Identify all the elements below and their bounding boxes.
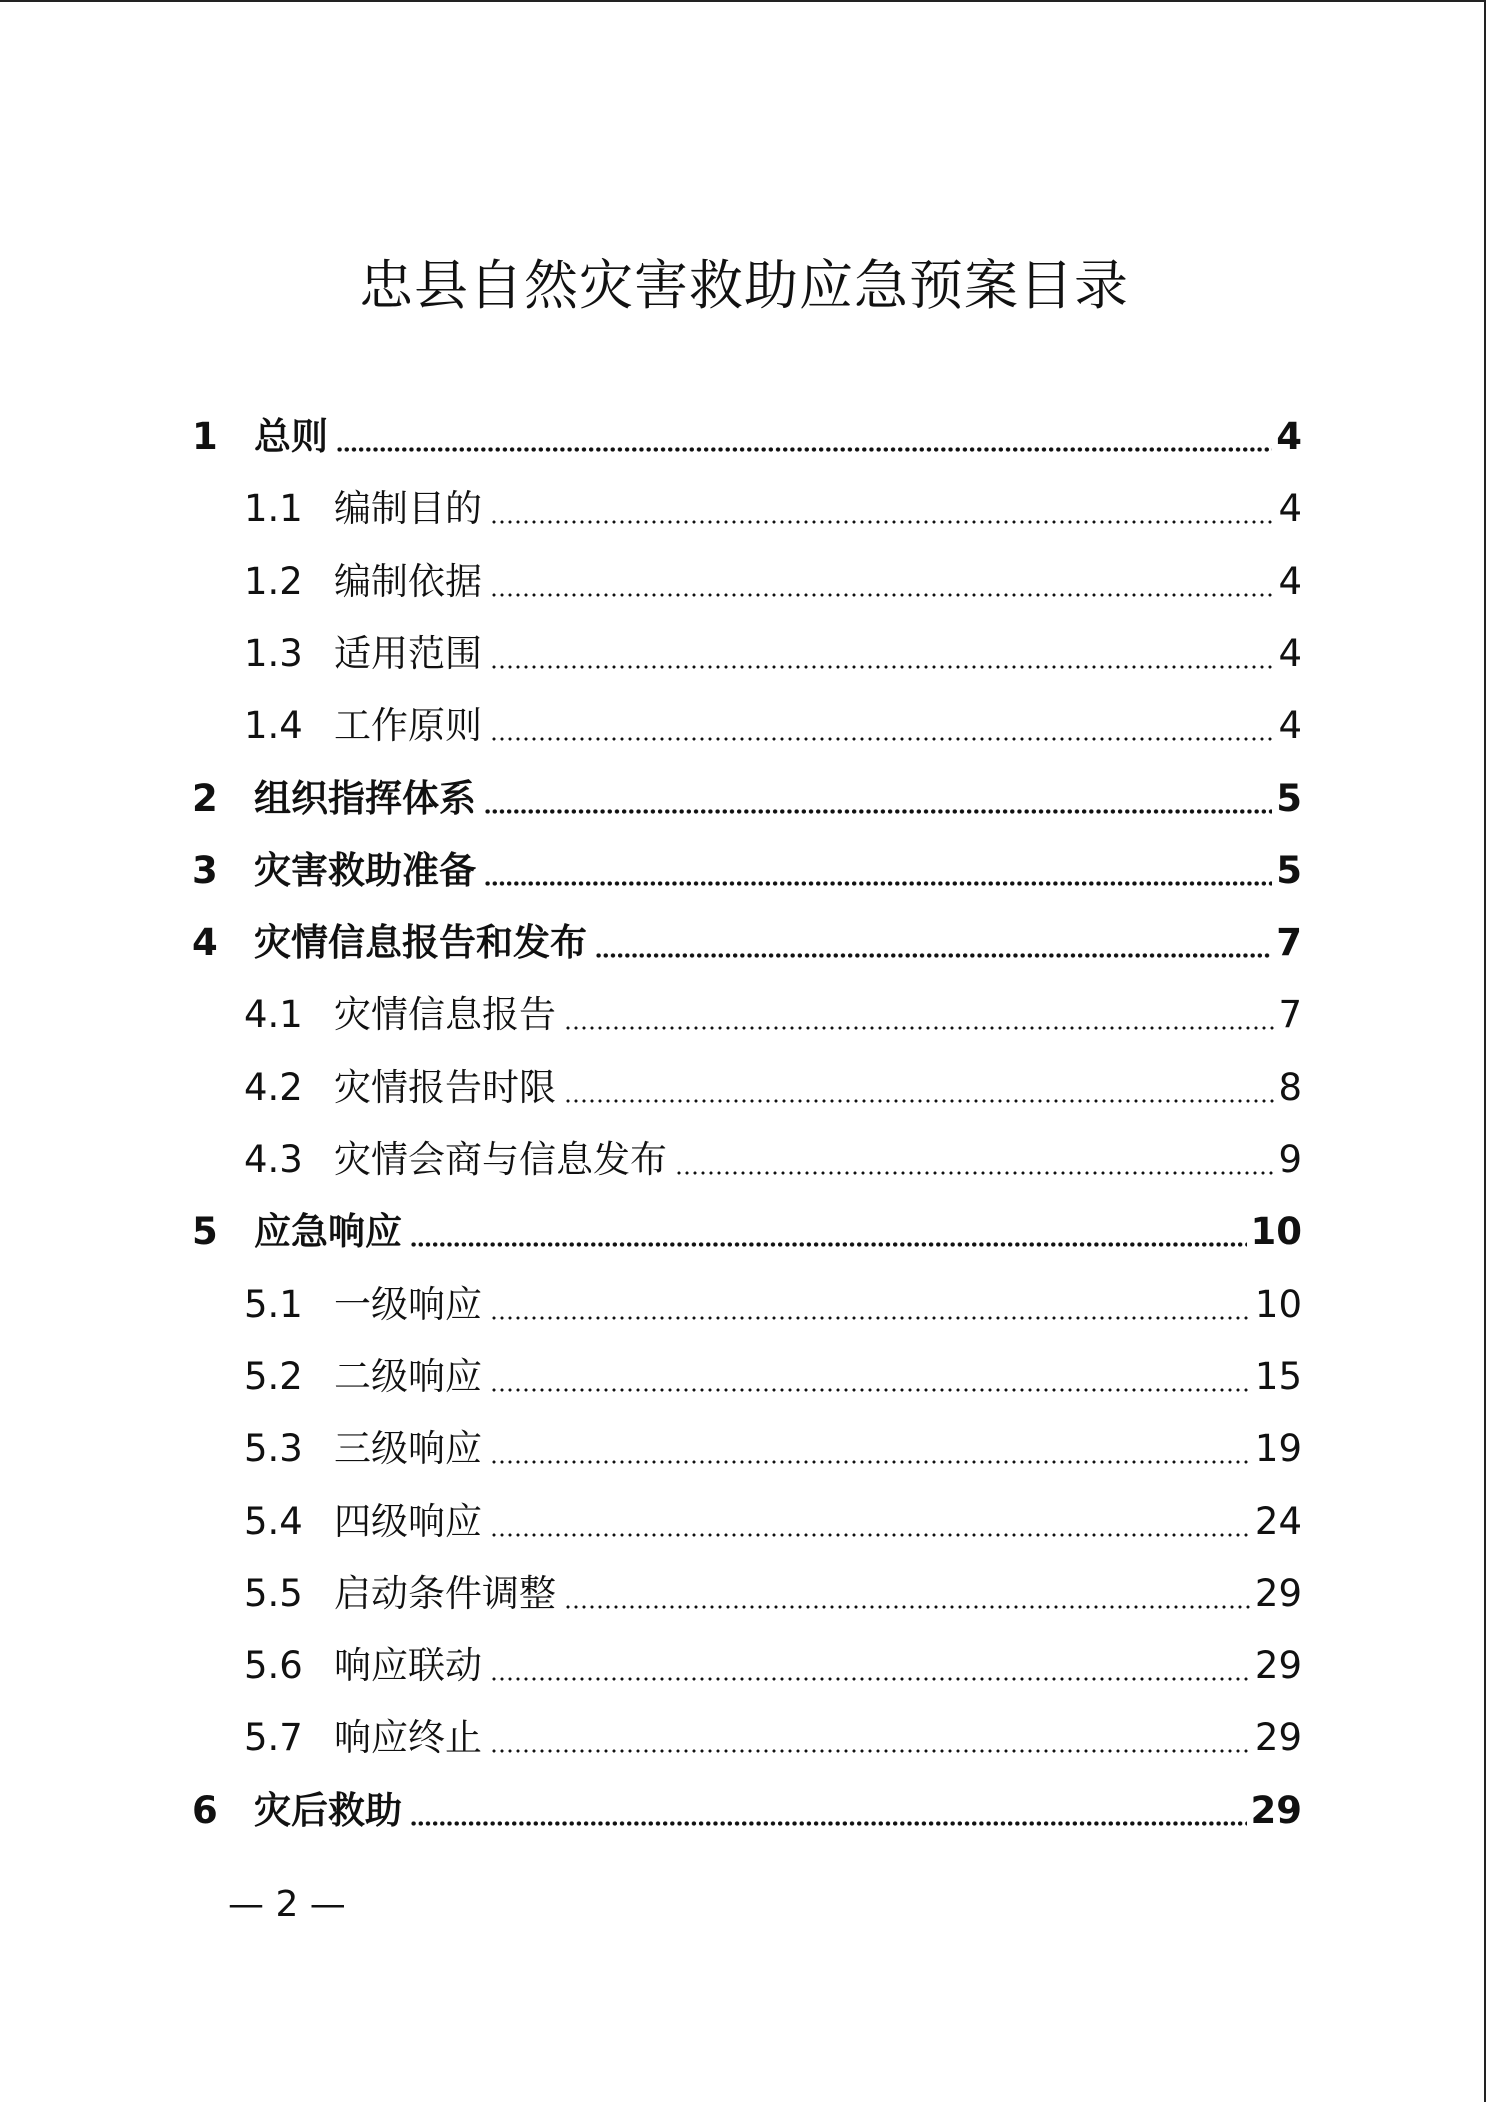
toc-entry[interactable] — [190, 1485, 1302, 1545]
toc-entry-label: 三级响应 — [334, 1427, 482, 1471]
toc-entry[interactable] — [190, 1701, 1302, 1761]
toc-entry-number: 4.3 — [244, 1138, 303, 1181]
toc-entry-number: 4.2 — [244, 1065, 303, 1109]
toc-entry-page-number: 15 — [1254, 1354, 1302, 1398]
toc-entry-label: 工作原则 — [334, 704, 482, 748]
toc-entry-label: 总则 — [254, 415, 328, 458]
toc-dot-leader — [675, 1137, 1274, 1183]
toc-entry-label: 二级响应 — [334, 1354, 482, 1398]
toc-entry-page-number: 4 — [1278, 559, 1302, 603]
toc-dot-leader — [490, 703, 1274, 749]
toc-entry-number: 5.2 — [244, 1354, 303, 1398]
toc-entry-label: 响应终止 — [334, 1716, 482, 1760]
toc-entry[interactable] — [190, 762, 1302, 822]
toc-entry-label: 应急响应 — [254, 1210, 402, 1254]
toc-entry-page-number: 29 — [1254, 1716, 1302, 1760]
toc-entry-label: 灾情信息报告和发布 — [254, 921, 587, 965]
toc-entry-page-number: 29 — [1250, 1788, 1302, 1832]
toc-entry-page-number: 5 — [1276, 848, 1302, 892]
toc-entry[interactable] — [190, 1774, 1302, 1834]
toc-entry-page-number: 10 — [1250, 1210, 1302, 1254]
toc-entry-page-number: 10 — [1254, 1282, 1302, 1326]
toc-entry-label: 适用范围 — [334, 631, 482, 675]
toc-entry[interactable] — [190, 834, 1302, 894]
toc-entry[interactable] — [190, 545, 1302, 605]
toc-entry-page-number: 4 — [1276, 415, 1302, 458]
toc-dot-leader — [490, 1282, 1251, 1328]
toc-entry[interactable] — [190, 1195, 1302, 1255]
toc-entry-label: 四级响应 — [334, 1499, 482, 1543]
toc-entry-number: 5 — [192, 1210, 218, 1254]
toc-dot-leader — [410, 1209, 1247, 1255]
toc-dot-leader — [490, 559, 1274, 605]
toc-entry[interactable] — [190, 1557, 1302, 1617]
toc-entry-number: 2 — [192, 776, 218, 820]
toc-dot-leader — [564, 1065, 1274, 1111]
toc-entry-number: 6 — [192, 1788, 218, 1832]
toc-entry-page-number: 4 — [1278, 631, 1302, 675]
toc-entry[interactable] — [190, 978, 1302, 1038]
toc-entry-page-number: 9 — [1278, 1138, 1302, 1181]
toc-dot-leader — [490, 1426, 1251, 1472]
toc-entry-label: 一级响应 — [334, 1282, 482, 1326]
toc-dot-leader — [484, 776, 1272, 822]
toc-entry-label: 编制依据 — [334, 559, 482, 603]
toc-entry-number: 1.4 — [244, 704, 303, 748]
toc-entry-number: 5.1 — [244, 1282, 303, 1326]
toc-entry-number: 5.7 — [244, 1716, 303, 1760]
toc-entry-number: 5.4 — [244, 1499, 303, 1543]
toc-entry-label: 启动条件调整 — [334, 1571, 556, 1615]
toc-dot-leader — [490, 1354, 1251, 1400]
toc-entry-page-number: 19 — [1254, 1427, 1302, 1471]
toc-entry[interactable] — [190, 689, 1302, 749]
toc-entry[interactable] — [190, 472, 1302, 532]
toc-entry-number: 4 — [192, 921, 218, 965]
toc-entry-page-number: 29 — [1254, 1571, 1302, 1615]
toc-entry-number: 1.3 — [244, 631, 303, 675]
toc-entry-label: 灾后救助 — [254, 1788, 402, 1832]
toc-entry-number: 1 — [192, 415, 218, 458]
toc-entry-label: 灾情报告时限 — [334, 1065, 556, 1109]
toc-entry[interactable] — [190, 1412, 1302, 1472]
toc-entry-page-number: 29 — [1254, 1644, 1302, 1688]
toc-entry[interactable] — [190, 1051, 1302, 1111]
toc-entry-page-number: 5 — [1276, 776, 1302, 820]
toc-entry-label: 灾害救助准备 — [254, 848, 476, 892]
toc-entry[interactable] — [190, 1340, 1302, 1400]
toc-entry[interactable] — [190, 1123, 1302, 1183]
toc-entry-number: 5.6 — [244, 1644, 303, 1688]
toc-dot-leader — [595, 920, 1272, 966]
document-title: 忠县自然灾害救助应急预案目录 — [359, 254, 1129, 317]
toc-dot-leader — [564, 1571, 1251, 1617]
toc-entry-page-number: 7 — [1278, 993, 1302, 1037]
toc-dot-leader — [336, 414, 1272, 460]
toc-entry-label: 响应联动 — [334, 1644, 482, 1688]
toc-dot-leader — [484, 848, 1272, 894]
toc-dot-leader — [490, 1643, 1251, 1689]
toc-entry-label: 编制目的 — [334, 487, 482, 531]
toc-dot-leader — [564, 992, 1274, 1038]
toc-entry-label: 灾情信息报告 — [334, 993, 556, 1037]
toc-entry[interactable] — [190, 400, 1302, 460]
toc-entry-number: 1.2 — [244, 559, 303, 603]
toc-entry-label: 灾情会商与信息发布 — [334, 1138, 667, 1181]
toc-dot-leader — [490, 1715, 1251, 1761]
toc-entry-number: 5.3 — [244, 1427, 303, 1471]
toc-dot-leader — [490, 486, 1274, 532]
toc-entry[interactable] — [190, 906, 1302, 966]
toc-entry[interactable] — [190, 617, 1302, 677]
toc-entry-page-number: 4 — [1278, 487, 1302, 531]
toc-entry-number: 1.1 — [244, 487, 303, 531]
toc-entry-page-number: 4 — [1278, 704, 1302, 748]
toc-entry-number: 4.1 — [244, 993, 303, 1037]
toc-entry[interactable] — [190, 1629, 1302, 1689]
toc-entry-page-number: 24 — [1254, 1499, 1302, 1543]
toc-entry-number: 5.5 — [244, 1571, 303, 1615]
toc-dot-leader — [490, 631, 1274, 677]
toc-entry[interactable] — [190, 1268, 1302, 1328]
toc-entry-label: 组织指挥体系 — [254, 776, 476, 820]
toc-entry-page-number: 8 — [1278, 1065, 1302, 1109]
toc-entry-number: 3 — [192, 848, 218, 892]
toc-entry-page-number: 7 — [1276, 921, 1302, 965]
toc-dot-leader — [490, 1499, 1251, 1545]
page-number-footer: — 2 — — [228, 1884, 346, 1925]
toc-dot-leader — [410, 1788, 1247, 1834]
